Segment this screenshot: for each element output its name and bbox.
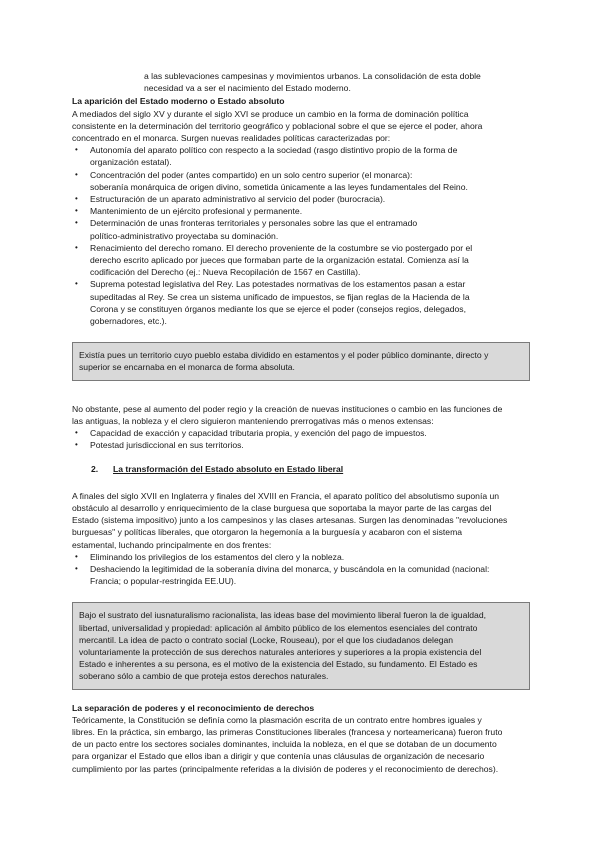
list-item xyxy=(72,205,530,217)
text-line: para organizar el Estado que ellos iban a dirigir y que contenía unas cláusulas de organización de necesario xyxy=(72,751,485,762)
text-line: estamental, luchando principalmente en dos frentes: xyxy=(72,539,272,550)
text-line: • Concentración del poder (antes compartido) en un solo centro superior (el monarca): xyxy=(90,169,413,180)
list-item xyxy=(72,242,530,279)
text-line: codificación del Derecho (ej.: Nueva Recopilación de 1567 en Castilla). xyxy=(90,267,361,278)
text-line: obstáculo al desarrollo y enriquecimiento de la clase burguesa que soportaba la mayor parte de las cargas del xyxy=(72,502,492,513)
text-line: • Suprema potestad legislativa del Rey. Las potestades normativas de los estamentos pasan a estar xyxy=(90,279,466,290)
text-line: superior se encarnaba en el monarca de forma absoluta. xyxy=(79,362,295,373)
document-page xyxy=(72,70,530,775)
text-line: soberano sólo a cambio de que proteja estos derechos naturales. xyxy=(79,671,329,682)
bullet-list xyxy=(72,144,530,327)
text-line: No obstante, pese al aumento del poder regio y la creación de nuevas instituciones o cambio en las funciones de xyxy=(72,403,503,414)
text-line: • Autonomía del aparato político con respecto a la sociedad (rasgo distintivo propio de la forma de xyxy=(90,145,458,156)
text-line: consistente en la determinación del territorio geográfico y poblacional sobre el que se ejerce el poder, ahora xyxy=(72,120,483,131)
text-line: Corona y se constituyen órganos mediante los que se ejerce el poder (consejos regios, delegados, xyxy=(90,303,466,314)
text-line: Existía pues un territorio cuyo pueblo estaba dividido en estamentos y el poder público dominante, directo y xyxy=(79,350,489,361)
text-line: Bajo el sustrato del iusnaturalismo racionalista, las ideas base del movimiento liberal fueron la de igualdad, xyxy=(79,610,486,621)
section-heading: La separación de poderes y el reconocimiento de derechos xyxy=(72,702,315,713)
text-line: Francia; o popular-restringida EE.UU). xyxy=(90,576,237,587)
list-item xyxy=(72,193,530,205)
section-heading xyxy=(72,463,530,475)
continuation-paragraph xyxy=(72,70,530,94)
text-line: cumplimiento por las partes (principalmente referidas a la división de poderes y el reconocimiento de derechos). xyxy=(72,763,499,774)
text-line: • Deshaciendo la legitimidad de la soberanía divina del monarca, y buscándola en la comunidad (nacional: xyxy=(90,563,490,574)
text-line: • Mantenimiento de un ejército profesional y permanente. xyxy=(90,206,303,217)
text-line: libertad, universalidad y propiedad: aplicación al ámbito público de los elementos esenciales del contrato xyxy=(79,622,478,633)
list-item xyxy=(72,169,530,193)
text-line: A mediados del siglo XV y durante el siglo XVI se produce un cambio en la forma de dominación política xyxy=(72,108,469,119)
text-line: organización estatal). xyxy=(90,157,172,168)
text-line: concentrado en el monarca. Surgen nuevas realidades políticas caracterizadas por: xyxy=(72,133,391,144)
text-line: A finales del siglo XVII en Inglaterra y finales del XVIII en Francia, el aparato político del absolutismo suponía un xyxy=(72,490,500,501)
text-line: Estado e inherentes a su persona, es el motivo de la existencia del Estado, su fundamento. El Estado es xyxy=(79,659,478,670)
bullet-list xyxy=(72,551,530,588)
text-line: Estado (sistema impositivo) junto a los campesinos y las clases artesanas. Surgen las denominadas "revoluciones xyxy=(72,515,508,526)
text-line: supeditadas al Rey. Se crea un sistema unificado de impuestos, se fijan reglas de la Hacienda de la xyxy=(90,291,470,302)
list-item xyxy=(72,278,530,327)
text-line: voluntariamente la protección de sus derechos naturales anteriores y superiores a la propia existencia del xyxy=(79,646,482,657)
text-line: gobernadores, etc.). xyxy=(90,316,167,327)
list-item xyxy=(72,551,530,563)
section-intro xyxy=(72,108,530,145)
text-line: político-administrativo proyectaba su dominación. xyxy=(90,230,279,241)
text-line: • Eliminando los privilegios de los estamentos del clero y la nobleza. xyxy=(90,551,345,562)
text-line: las antiguas, la nobleza y el clero siguieron manteniendo prerrogativas más o menos extensas: xyxy=(72,415,434,426)
text-line: libres. En la práctica, sin embargo, las primeras Constituciones liberales (francesa y norteamericana) fueron fruto xyxy=(72,726,503,737)
section-heading: La aparición del Estado moderno o Estado absoluto xyxy=(72,96,285,107)
text-line: soberanía monárquica de origen divino, sometida únicamente a las leyes fundamentales del Reino. xyxy=(90,181,468,192)
text-line: • Estructuración de un aparato administrativo al servicio del poder (burocracia). xyxy=(90,194,386,205)
list-item: • Potestad jurisdiccional en sus territorios. xyxy=(72,439,530,451)
text-line: necesidad va a ser el nacimiento del Estado moderno. xyxy=(144,83,351,94)
text-line: • Determinación de unas fronteras territoriales y personales sobre las que el entramado xyxy=(90,218,418,229)
text-line: burguesas" y políticas liberales, que otorgaron la hegemonía a la burguesía y acabaron con el sistema xyxy=(72,527,463,538)
text-line: Teóricamente, la Constitución se definía como la plasmación escrita de un contrato entre hombres iguales y xyxy=(72,714,482,725)
bullet-list xyxy=(72,427,530,451)
section-title: La transformación del Estado absoluto en Estado liberal xyxy=(113,464,344,475)
text-line: mercantil. La idea de pacto o contrato social (Locke, Rouseau), por el que los ciudadanos delegan xyxy=(79,634,454,645)
paragraph xyxy=(72,714,530,775)
text-line: de un pacto entre los sectores sociales dominantes, incluida la nobleza, en el que se dotaban de un documento xyxy=(72,739,497,750)
section-intro xyxy=(72,490,530,551)
list-item xyxy=(72,144,530,168)
list-item: • Capacidad de exacción y capacidad tributaria propia, y exención del pago de impuestos. xyxy=(72,427,530,439)
highlight-box xyxy=(72,602,530,689)
list-item xyxy=(72,563,530,587)
text-line: a las sublevaciones campesinas y movimientos urbanos. La consolidación de esta doble xyxy=(144,71,481,81)
highlight-box xyxy=(72,342,530,380)
text-line: derecho escrito aplicado por jueces que formaban parte de la organización estatal. Comienza así la xyxy=(90,255,469,266)
section-number: 2. xyxy=(91,464,99,475)
paragraph xyxy=(72,403,530,427)
text-line: • Renacimiento del derecho romano. El derecho proveniente de la costumbre se vio postergado por el xyxy=(90,242,473,253)
list-item xyxy=(72,217,530,241)
